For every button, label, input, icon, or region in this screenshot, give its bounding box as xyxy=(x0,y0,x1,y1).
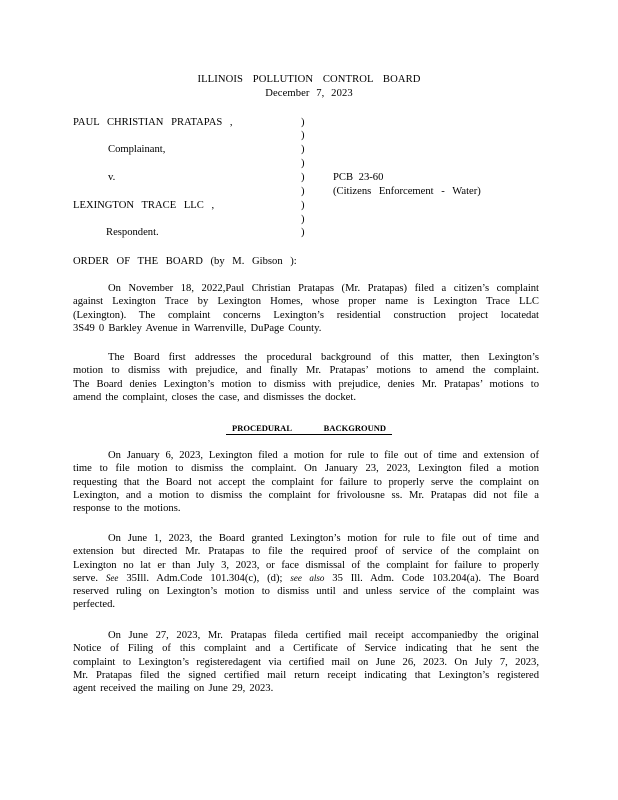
paragraph-line: Lexington no lat er than July 3, 2023, or face dismissal of the complaint for failure to properly xyxy=(73,559,539,571)
paragraph-line: extension but directed Mr. Pratapas to file the required proof of service of the complaint on xyxy=(73,546,539,558)
versus-label: v. xyxy=(108,172,116,183)
paragraph-line: Lexington, and a motion to dismiss the complaint for frivolousne ss. Mr. Pratapas did not file a xyxy=(73,489,539,501)
paragraph-procedural-1 xyxy=(73,449,539,515)
citation-signal: see also xyxy=(290,572,325,583)
paragraph-line: On June 27, 2023, Mr. Pratapas fileda certified mail receipt accompaniedby the original xyxy=(108,630,539,641)
paragraph-line: motion to dismiss with prejudice, and finally Mr. Pratapas’ motions to amend the complaint. xyxy=(73,365,539,377)
paragraph-procedural-2 xyxy=(73,532,539,612)
paragraph-line-citation xyxy=(73,572,539,585)
paragraph-line: reserved ruling on Lexington’s motion to dismiss until and unless service of the complaint was xyxy=(73,586,539,598)
paragraph-line: agent received the mailing on June 29, 2023. xyxy=(73,683,274,695)
section-heading xyxy=(0,422,618,435)
paragraph-line: The Board first addresses the procedural background of this matter, then Lexington’s xyxy=(108,352,539,363)
board-title: ILLINOIS POLLUTION CONTROL BOARD xyxy=(197,74,421,85)
paragraph-procedural-3 xyxy=(73,629,539,695)
paragraph-line: against Lexington Trace by Lexington Homes, whose proper name is Lexington Trace LLC xyxy=(73,296,539,308)
section-heading-text: PROCEDURAL BACKGROUND xyxy=(226,423,392,435)
paragraph-line: The Board denies Lexington’s motion to dismiss with prejudice, denies Mr. Pratapas’ motions to xyxy=(73,378,539,390)
paragraph-intro xyxy=(73,282,539,335)
paragraph-line: requesting that the Board not accept the complaint for failure to properly serve the complaint on xyxy=(73,476,539,488)
respondent-name: LEXINGTON TRACE LLC , xyxy=(73,200,215,211)
order-line: ORDER OF THE BOARD (by M. Gibson ): xyxy=(73,256,297,267)
paragraph-line: amend the complaint, closes the case, and dismisses the docket. xyxy=(73,391,356,403)
complainant-role: Complainant, xyxy=(108,144,166,155)
paragraph-line: time to file motion to dismiss the complaint. On January 23, 2023, Lexington filed a motion xyxy=(73,463,539,475)
paragraph-line: On June 1, 2023, the Board granted Lexington’s motion for rule to file out of time and xyxy=(108,533,539,544)
paragraph-summary xyxy=(73,351,539,404)
case-type: (Citizens Enforcement - Water) xyxy=(333,186,481,197)
paragraph-line: Mr. Pratapas filed the signed certified mail return receipt indicating that Lexington’s registered xyxy=(73,669,539,681)
paragraph-line: (Lexington). The complaint concerns Lexington’s residential construction project locatedat xyxy=(73,309,539,321)
paragraph-line: On November 18, 2022,Paul Christian Pratapas (Mr. Pratapas) filed a citizen’s complaint xyxy=(108,283,539,294)
case-number: PCB 23-60 xyxy=(333,172,384,183)
citation-signal: See xyxy=(105,572,119,583)
paragraph-line: complaint to Lexington’s registeredagent via certified mail on June 26, 2023. On July 7, 2023, xyxy=(73,656,539,668)
citation-text: serve. xyxy=(73,572,98,584)
paragraph-line: Notice of Filing of this complaint and a Certificate of Service indicating that he sent the xyxy=(73,643,539,655)
paragraph-line: perfected. xyxy=(73,599,116,611)
citation-text: 35 Ill. Adm. Code 103.204(a). The Board xyxy=(332,572,539,584)
order-date: December 7, 2023 xyxy=(265,88,353,99)
citation-text: 35Ill. Adm.Code 101.304(c), (d); xyxy=(126,572,283,584)
paragraph-line: On January 6, 2023, Lexington filed a motion for rule to file out of time and extension of xyxy=(108,450,539,461)
complainant-name: PAUL CHRISTIAN PRATAPAS , xyxy=(73,117,233,128)
paragraph-line: response to the motions. xyxy=(73,503,181,515)
paragraph-line: 3S49 0 Barkley Avenue in Warrenville, DuPage County. xyxy=(73,322,322,334)
respondent-role: Respondent. xyxy=(106,227,159,238)
